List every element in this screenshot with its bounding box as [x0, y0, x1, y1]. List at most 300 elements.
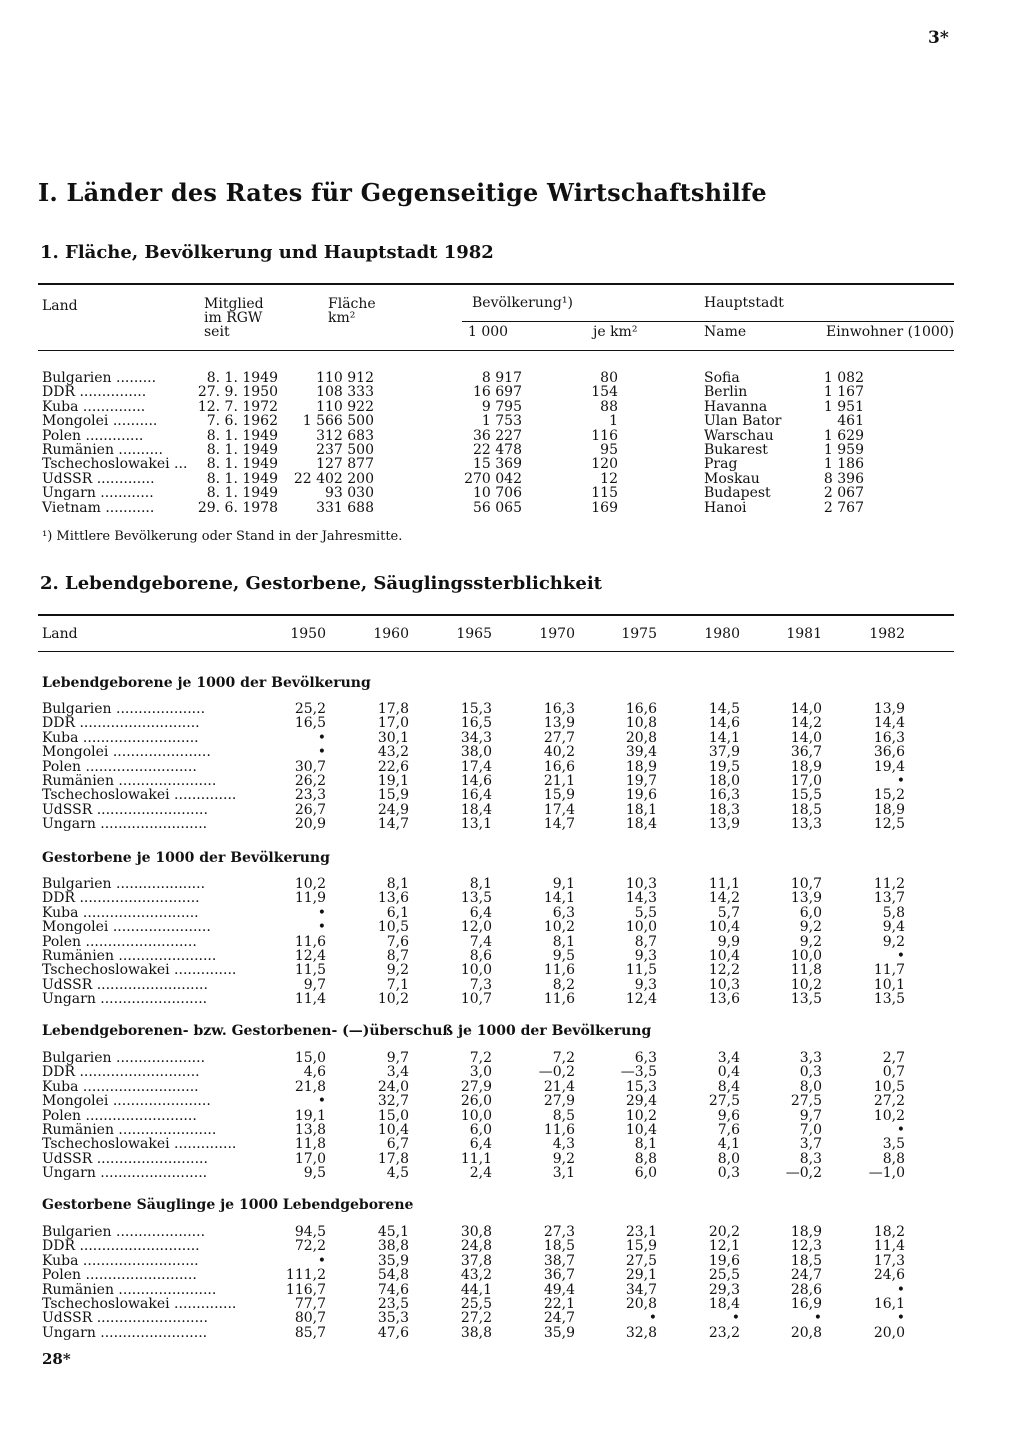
table1-cell-land: DDR ............... — [42, 384, 147, 401]
table1-cell-einwohner: 1 082 — [823, 370, 864, 386]
table2-cell-value: 13,9 — [543, 715, 575, 732]
table2-cell-value: 16,3 — [873, 729, 905, 746]
table2-cell-value: 19,6 — [708, 1252, 740, 1269]
table2-cell-land: Mongolei ...................... — [42, 1093, 211, 1110]
table2-cell-value: 17,0 — [377, 715, 409, 732]
table1-cell-bevoelkerung-je-km2: 1 — [609, 413, 618, 430]
table2-cell-value: 9,6 — [717, 1107, 740, 1124]
table1-footnote: ¹) Mittlere Bevölkerung oder Stand in der Jahresmitte. — [42, 529, 403, 544]
table2-cell-value: 10,1 — [873, 976, 905, 993]
table2-cell-value: 14,2 — [708, 890, 740, 907]
table1-cell-hauptstadt: Budapest — [704, 485, 771, 502]
table2-cell-value: 11,1 — [708, 876, 740, 892]
table2-cell-value: 17,4 — [543, 801, 575, 818]
table1-cell-einwohner: 8 396 — [823, 470, 864, 487]
table2-cell-value: 25,5 — [460, 1296, 492, 1312]
table2-cell-value: 72,2 — [294, 1238, 326, 1255]
table2-cell-value: 85,7 — [294, 1324, 326, 1341]
page-number-top: 3* — [928, 28, 949, 48]
table2-cell-value: —0,2 — [785, 1165, 822, 1182]
table1-cell-bevoelkerung-1000: 9 795 — [481, 398, 522, 415]
table1-cell-hauptstadt: Havanna — [704, 398, 768, 415]
table1-cell-bevoelkerung-1000: 36 227 — [473, 427, 522, 444]
table2-cell-value: 10,5 — [873, 1078, 905, 1095]
table2-cell-value: 9,9 — [717, 933, 740, 950]
table2-cell-value: 26,0 — [460, 1093, 492, 1110]
table1-cell-land: Mongolei .......... — [42, 413, 158, 430]
table2-cell-value: • — [813, 1310, 822, 1327]
table2-cell-value: 34,7 — [625, 1281, 657, 1298]
table2-cell-value: 13,7 — [873, 890, 905, 907]
table1-cell-mitglied-seit: 8. 1. 1949 — [206, 485, 278, 502]
table2-cell-value: 8,5 — [552, 1107, 575, 1124]
table2-header-year: 1982 — [869, 626, 905, 642]
table2-cell-land: DDR ........................... — [42, 715, 200, 732]
table2-cell-land: Ungarn ........................ — [42, 991, 208, 1008]
table2-cell-value: 15,3 — [460, 701, 492, 717]
table1-cell-mitglied-seit: 27. 9. 1950 — [197, 384, 278, 401]
table2-cell-value: 14,6 — [708, 715, 740, 732]
table2-cell-value: 4,6 — [303, 1064, 326, 1081]
table2-cell-value: 36,6 — [873, 744, 905, 761]
table2-cell-value: 6,7 — [386, 1136, 409, 1153]
table2-cell-value: 8,4 — [717, 1078, 740, 1095]
table2-cell-value: 32,7 — [377, 1093, 409, 1110]
table2-cell-value: 23,5 — [377, 1296, 409, 1312]
table2-cell-value: • — [896, 1281, 905, 1298]
table2-cell-value: 10,4 — [625, 1122, 657, 1138]
table2-cell-value: 13,5 — [790, 991, 822, 1008]
table1-cell-flaeche: 110 912 — [316, 370, 374, 386]
table1-cell-flaeche: 108 333 — [316, 384, 374, 401]
table2-cell-value: 27,5 — [790, 1093, 822, 1110]
table2-header-year: 1960 — [373, 626, 409, 642]
table1-cell-mitglied-seit: 12. 7. 1972 — [197, 398, 278, 415]
table2-cell-value: 9,2 — [552, 1150, 575, 1167]
table1-cell-bevoelkerung-je-km2: 169 — [591, 499, 618, 516]
table2-cell-value: 16,3 — [543, 701, 575, 717]
table2-cell-value: 21,4 — [543, 1078, 575, 1095]
table2-cell-value: 10,2 — [625, 1107, 657, 1124]
table2-cell-land: Polen ......................... — [42, 1267, 197, 1284]
table2-cell-value: • — [896, 1122, 905, 1138]
table2-cell-value: 20,8 — [625, 1296, 657, 1312]
table2-cell-value: • — [731, 1310, 740, 1327]
table2-cell-value: 7,3 — [469, 976, 492, 993]
table2-cell-value: 11,6 — [543, 991, 575, 1008]
table2-cell-value: 17,0 — [790, 773, 822, 789]
table2-cell-value: • — [317, 729, 326, 746]
table2-cell-value: 0,3 — [717, 1165, 740, 1182]
table2-cell-value: 37,8 — [460, 1252, 492, 1269]
table2-cell-value: 12,4 — [625, 991, 657, 1008]
table2-cell-value: 34,3 — [460, 729, 492, 746]
table2-cell-value: 16,3 — [708, 787, 740, 804]
table1-cell-mitglied-seit: 8. 1. 1949 — [206, 456, 278, 473]
table2-cell-value: 6,3 — [552, 904, 575, 921]
table2-cell-value: 17,8 — [377, 701, 409, 717]
table2-cell-value: 20,8 — [790, 1324, 822, 1341]
table2-cell-value: • — [317, 1252, 326, 1269]
table1-cell-hauptstadt: Hanoi — [704, 499, 747, 516]
table2-cell-value: 10,2 — [790, 976, 822, 993]
table2-cell-value: 36,7 — [790, 744, 822, 761]
table2-cell-value: 94,5 — [294, 1224, 326, 1240]
table1-cell-land: Vietnam ........... — [42, 499, 155, 516]
table1-header-flaeche-2: km² — [328, 310, 356, 326]
table1-cell-bevoelkerung-je-km2: 88 — [600, 398, 618, 415]
table2-cell-value: 8,3 — [799, 1150, 822, 1167]
table1-header-einwohner: Einwohner (1000) — [826, 324, 955, 340]
table2-cell-value: 9,2 — [799, 919, 822, 936]
table2-cell-value: 8,1 — [552, 933, 575, 950]
table1-cell-einwohner: 1 186 — [823, 456, 864, 473]
table1-cell-flaeche: 1 566 500 — [302, 413, 374, 430]
table2-cell-value: 35,9 — [543, 1324, 575, 1341]
table1-cell-bevoelkerung-1000: 56 065 — [473, 499, 522, 516]
table2-cell-value: 17,0 — [294, 1150, 326, 1167]
table1-cell-land: Polen ............. — [42, 427, 144, 444]
table2-cell-value: 6,0 — [634, 1165, 657, 1182]
table2-header-year: 1980 — [704, 626, 740, 642]
table2-cell-value: 27,5 — [708, 1093, 740, 1110]
table1-cell-land: Ungarn ............ — [42, 485, 154, 502]
table2-cell-value: 15,9 — [543, 787, 575, 804]
table2-cell-value: 9,2 — [386, 962, 409, 979]
table2-cell-land: Rumänien ...................... — [42, 1281, 217, 1298]
table2-cell-value: 14,2 — [790, 715, 822, 732]
table2-cell-value: 27,2 — [460, 1310, 492, 1327]
table1-cell-bevoelkerung-1000: 270 042 — [464, 470, 522, 487]
table2-cell-value: 9,7 — [799, 1107, 822, 1124]
table2-cell-value: 10,0 — [460, 1107, 492, 1124]
table1-cell-flaeche: 127 877 — [316, 456, 374, 473]
table2-cell-value: 0,7 — [882, 1064, 905, 1081]
table2-cell-value: 18,2 — [873, 1224, 905, 1240]
table1-cell-einwohner: 461 — [837, 413, 864, 430]
table2-cell-value: 11,8 — [294, 1136, 326, 1153]
table2-cell-land: Tschechoslowakei .............. — [42, 1296, 237, 1312]
table2-cell-value: 9,3 — [634, 976, 657, 993]
table2-cell-value: 49,4 — [543, 1281, 575, 1298]
table1-cell-bevoelkerung-je-km2: 95 — [600, 442, 618, 458]
table2-cell-value: 11,8 — [790, 962, 822, 979]
table2-cell-value: • — [317, 919, 326, 936]
table2-cell-value: 23,2 — [708, 1324, 740, 1341]
table2-cell-value: 18,4 — [708, 1296, 740, 1312]
table2-cell-value: • — [896, 773, 905, 789]
table2-cell-land: DDR ........................... — [42, 1064, 200, 1081]
table1-cell-einwohner: 2 067 — [823, 485, 864, 502]
table2-cell-value: 11,1 — [460, 1150, 492, 1167]
table1-cell-flaeche: 110 922 — [316, 398, 374, 415]
table2-cell-value: 14,6 — [460, 773, 492, 789]
table2-cell-value: 11,2 — [873, 876, 905, 892]
table2-cell-land: Bulgarien .................... — [42, 1224, 206, 1240]
table2-header-bottom-rule — [38, 651, 954, 652]
table2-cell-value: 21,8 — [294, 1078, 326, 1095]
table2-cell-land: UdSSR ......................... — [42, 801, 208, 818]
table2-cell-value: 15,0 — [294, 1050, 326, 1066]
table2-cell-value: 35,9 — [377, 1252, 409, 1269]
table2-section-heading: Gestorbene Säuglinge je 1000 Lebendgeborene — [42, 1197, 414, 1213]
table2-cell-value: 10,4 — [708, 919, 740, 936]
table2-cell-value: 13,5 — [873, 991, 905, 1008]
table1-cell-hauptstadt: Moskau — [704, 470, 760, 487]
table1-header-mitglied-2: im RGW — [204, 310, 263, 326]
table2-cell-value: 15,9 — [625, 1238, 657, 1255]
table1-cell-mitglied-seit: 8. 1. 1949 — [206, 470, 278, 487]
table2-cell-value: 9,7 — [303, 976, 326, 993]
table2-cell-value: 8,8 — [882, 1150, 905, 1167]
table2-cell-value: 116,7 — [285, 1281, 326, 1298]
table2-cell-value: 10,0 — [625, 919, 657, 936]
table2-cell-value: 44,1 — [460, 1281, 492, 1298]
table1-cell-bevoelkerung-1000: 8 917 — [481, 370, 522, 386]
table2-cell-value: 20,2 — [708, 1224, 740, 1240]
table2-cell-value: 77,7 — [294, 1296, 326, 1312]
table2-cell-value: 11,4 — [873, 1238, 905, 1255]
table1-cell-hauptstadt: Prag — [704, 456, 738, 473]
table2-cell-value: —1,0 — [868, 1165, 905, 1182]
table2-section-heading: Gestorbene je 1000 der Bevölkerung — [42, 850, 330, 866]
table2-cell-value: 14,0 — [790, 701, 822, 717]
table2-cell-value: 7,2 — [552, 1050, 575, 1066]
table2-cell-value: 17,4 — [460, 758, 492, 775]
table2-cell-value: 13,3 — [790, 816, 822, 833]
table2-cell-value: 10,2 — [294, 876, 326, 892]
table2-cell-value: 24,6 — [873, 1267, 905, 1284]
table2-cell-value: 47,6 — [377, 1324, 409, 1341]
table2-cell-value: 4,3 — [552, 1136, 575, 1153]
table2-cell-land: Tschechoslowakei .............. — [42, 962, 237, 979]
table1-cell-mitglied-seit: 8. 1. 1949 — [206, 370, 278, 386]
table2-cell-value: 32,8 — [625, 1324, 657, 1341]
table1-header-bev-km2: je km² — [593, 324, 638, 340]
table2-header-year: 1975 — [621, 626, 657, 642]
table2-cell-land: Tschechoslowakei .............. — [42, 1136, 237, 1153]
table2-cell-value: 9,2 — [882, 933, 905, 950]
table2-cell-value: 2,4 — [469, 1165, 492, 1182]
table1-cell-flaeche: 93 030 — [325, 485, 374, 502]
table2-cell-value: 74,6 — [377, 1281, 409, 1298]
table2-cell-value: 13,8 — [294, 1122, 326, 1138]
table1-cell-einwohner: 1 629 — [823, 427, 864, 444]
table2-cell-value: 25,5 — [708, 1267, 740, 1284]
table2-cell-value: 11,6 — [294, 933, 326, 950]
table1-cell-hauptstadt: Ulan Bator — [704, 413, 782, 430]
table2-cell-value: 80,7 — [294, 1310, 326, 1327]
table2-cell-value: 8,7 — [386, 948, 409, 964]
table2-cell-land: Kuba .......................... — [42, 1252, 199, 1269]
table2-cell-value: 30,7 — [294, 758, 326, 775]
table2-cell-value: 16,5 — [460, 715, 492, 732]
table2-cell-land: UdSSR ......................... — [42, 1150, 208, 1167]
table2-cell-value: 18,5 — [790, 801, 822, 818]
table2-cell-value: 7,6 — [386, 933, 409, 950]
table2-cell-value: 11,6 — [543, 962, 575, 979]
table2-cell-land: Ungarn ........................ — [42, 816, 208, 833]
table2-cell-land: Kuba .......................... — [42, 1078, 199, 1095]
table2-cell-value: 12,1 — [708, 1238, 740, 1255]
table2-cell-value: 10,8 — [625, 715, 657, 732]
table2-cell-value: 111,2 — [285, 1267, 326, 1284]
table2-cell-value: 26,7 — [294, 801, 326, 818]
table2-section-heading: Lebendgeborenen- bzw. Gestorbenen- (—)überschuß je 1000 der Bevölkerung — [42, 1023, 652, 1039]
table2-cell-value: 38,8 — [377, 1238, 409, 1255]
table2-cell-value: 27,7 — [543, 729, 575, 746]
table2-cell-value: 23,3 — [294, 787, 326, 804]
table2-cell-value: —0,2 — [538, 1064, 575, 1081]
table2-cell-value: 24,7 — [790, 1267, 822, 1284]
table2-cell-value: 24,0 — [377, 1078, 409, 1095]
table2-cell-value: 11,7 — [873, 962, 905, 979]
table2-cell-value: 8,0 — [799, 1078, 822, 1095]
table1-header-land: Land — [42, 298, 78, 314]
table2-cell-value: 36,7 — [543, 1267, 575, 1284]
table2-cell-value: 24,8 — [460, 1238, 492, 1255]
table2-cell-value: 7,2 — [469, 1050, 492, 1066]
table2-header-year: 1981 — [786, 626, 822, 642]
table2-cell-land: Kuba .......................... — [42, 729, 199, 746]
table2-cell-land: DDR ........................... — [42, 1238, 200, 1255]
table2-cell-value: 18,9 — [790, 1224, 822, 1240]
table2-cell-value: 3,1 — [552, 1165, 575, 1182]
table2-cell-value: 7,0 — [799, 1122, 822, 1138]
table2-cell-value: 13,1 — [460, 816, 492, 833]
table2-cell-value: • — [317, 744, 326, 761]
table2-cell-value: 9,7 — [386, 1050, 409, 1066]
table2-cell-value: 24,7 — [543, 1310, 575, 1327]
table2-cell-value: 12,5 — [873, 816, 905, 833]
table2-cell-value: 11,9 — [294, 890, 326, 907]
table2-title: 2. Lebendgeborene, Gestorbene, Säuglingssterblichkeit — [40, 573, 602, 594]
table1-cell-hauptstadt: Warschau — [704, 427, 774, 444]
table2-cell-value: 5,8 — [882, 904, 905, 921]
table2-cell-value: 8,1 — [634, 1136, 657, 1153]
table2-cell-value: 22,6 — [377, 758, 409, 775]
table2-cell-value: 12,2 — [708, 962, 740, 979]
table1-header-mitglied-3: seit — [204, 324, 230, 340]
table2-cell-value: 6,0 — [799, 904, 822, 921]
table2-cell-value: 10,3 — [708, 976, 740, 993]
table2-cell-land: UdSSR ......................... — [42, 976, 208, 993]
table1-header-hauptstadt: Hauptstadt — [704, 295, 784, 311]
table2-cell-value: 10,2 — [873, 1107, 905, 1124]
table1-cell-flaeche: 237 500 — [316, 442, 374, 458]
table2-cell-value: 18,5 — [543, 1238, 575, 1255]
table2-cell-value: 20,8 — [625, 729, 657, 746]
table2-cell-value: 10,0 — [790, 948, 822, 964]
table2-cell-land: Tschechoslowakei .............. — [42, 787, 237, 804]
table1-cell-mitglied-seit: 29. 6. 1978 — [197, 499, 278, 516]
table2-cell-value: 2,7 — [882, 1050, 905, 1066]
table2-cell-value: 37,9 — [708, 744, 740, 761]
table2-cell-value: 19,4 — [873, 758, 905, 775]
table1-cell-bevoelkerung-je-km2: 12 — [600, 470, 618, 487]
table2-cell-value: 18,3 — [708, 801, 740, 818]
table2-cell-value: 38,0 — [460, 744, 492, 761]
table2-cell-land: Polen ......................... — [42, 758, 197, 775]
table2-cell-value: 12,0 — [460, 919, 492, 936]
table1-cell-hauptstadt: Bukarest — [704, 442, 768, 458]
table2-cell-value: 13,6 — [708, 991, 740, 1008]
table2-cell-value: 27,9 — [543, 1093, 575, 1110]
table1-cell-land: UdSSR ............. — [42, 470, 155, 487]
table2-cell-value: 4,1 — [717, 1136, 740, 1153]
table2-cell-value: • — [896, 948, 905, 964]
table2-cell-value: 11,5 — [625, 962, 657, 979]
table2-cell-value: 4,5 — [386, 1165, 409, 1182]
table2-cell-value: 20,9 — [294, 816, 326, 833]
table2-cell-land: Bulgarien .................... — [42, 876, 206, 892]
table2-cell-value: 12,3 — [790, 1238, 822, 1255]
table2-cell-value: 40,2 — [543, 744, 575, 761]
table2-cell-value: 9,5 — [303, 1165, 326, 1182]
table1-cell-mitglied-seit: 7. 6. 1962 — [206, 413, 278, 430]
table2-cell-value: 15,5 — [790, 787, 822, 804]
table2-cell-value: 45,1 — [377, 1224, 409, 1240]
table1-title: 1. Fläche, Bevölkerung und Hauptstadt 1982 — [40, 242, 494, 263]
table2-cell-value: 19,5 — [708, 758, 740, 775]
table1-cell-mitglied-seit: 8. 1. 1949 — [206, 442, 278, 458]
table2-cell-value: 6,4 — [469, 904, 492, 921]
table2-top-rule — [38, 614, 954, 616]
table2-cell-land: Ungarn ........................ — [42, 1165, 208, 1182]
table2-cell-value: 8,0 — [717, 1150, 740, 1167]
table2-cell-value: 9,1 — [552, 876, 575, 892]
table1-header-bev-1000: 1 000 — [468, 324, 509, 340]
table2-cell-value: 29,4 — [625, 1093, 657, 1110]
table1-cell-bevoelkerung-je-km2: 116 — [591, 427, 618, 444]
table2-cell-value: 38,8 — [460, 1324, 492, 1341]
table1-header-subrule — [462, 321, 954, 322]
table2-cell-value: 8,1 — [469, 876, 492, 892]
table2-cell-value: 27,2 — [873, 1093, 905, 1110]
table2-cell-value: 9,4 — [882, 919, 905, 936]
table1-cell-einwohner: 1 959 — [823, 442, 864, 458]
table2-cell-value: 3,5 — [882, 1136, 905, 1153]
table2-cell-value: 16,5 — [294, 715, 326, 732]
table2-cell-value: 6,4 — [469, 1136, 492, 1153]
table2-header-land: Land — [42, 626, 78, 642]
table2-cell-value: 18,4 — [460, 801, 492, 818]
table2-cell-value: 14,7 — [377, 816, 409, 833]
table1-cell-bevoelkerung-je-km2: 120 — [591, 456, 618, 473]
table2-cell-value: 16,6 — [543, 758, 575, 775]
page-number-bottom: 28* — [42, 1350, 71, 1368]
table2-cell-land: DDR ........................... — [42, 890, 200, 907]
table2-cell-value: 15,9 — [377, 787, 409, 804]
table1-cell-einwohner: 1 167 — [823, 384, 864, 401]
table2-cell-value: 13,6 — [377, 890, 409, 907]
table2-cell-value: —3,5 — [620, 1064, 657, 1081]
table2-cell-value: 10,7 — [790, 876, 822, 892]
table2-cell-value: 14,1 — [543, 890, 575, 907]
table2-cell-value: 14,3 — [625, 890, 657, 907]
table2-cell-value: 28,6 — [790, 1281, 822, 1298]
table2-cell-value: 14,1 — [708, 729, 740, 746]
table2-cell-value: 5,5 — [634, 904, 657, 921]
table2-cell-value: 27,3 — [543, 1224, 575, 1240]
table2-cell-value: • — [317, 904, 326, 921]
table2-cell-value: 15,2 — [873, 787, 905, 804]
table2-cell-value: 14,5 — [708, 701, 740, 717]
table2-cell-value: 18,9 — [790, 758, 822, 775]
table2-cell-value: 16,4 — [460, 787, 492, 804]
table2-cell-value: 27,5 — [625, 1252, 657, 1269]
table2-cell-value: 29,1 — [625, 1267, 657, 1284]
